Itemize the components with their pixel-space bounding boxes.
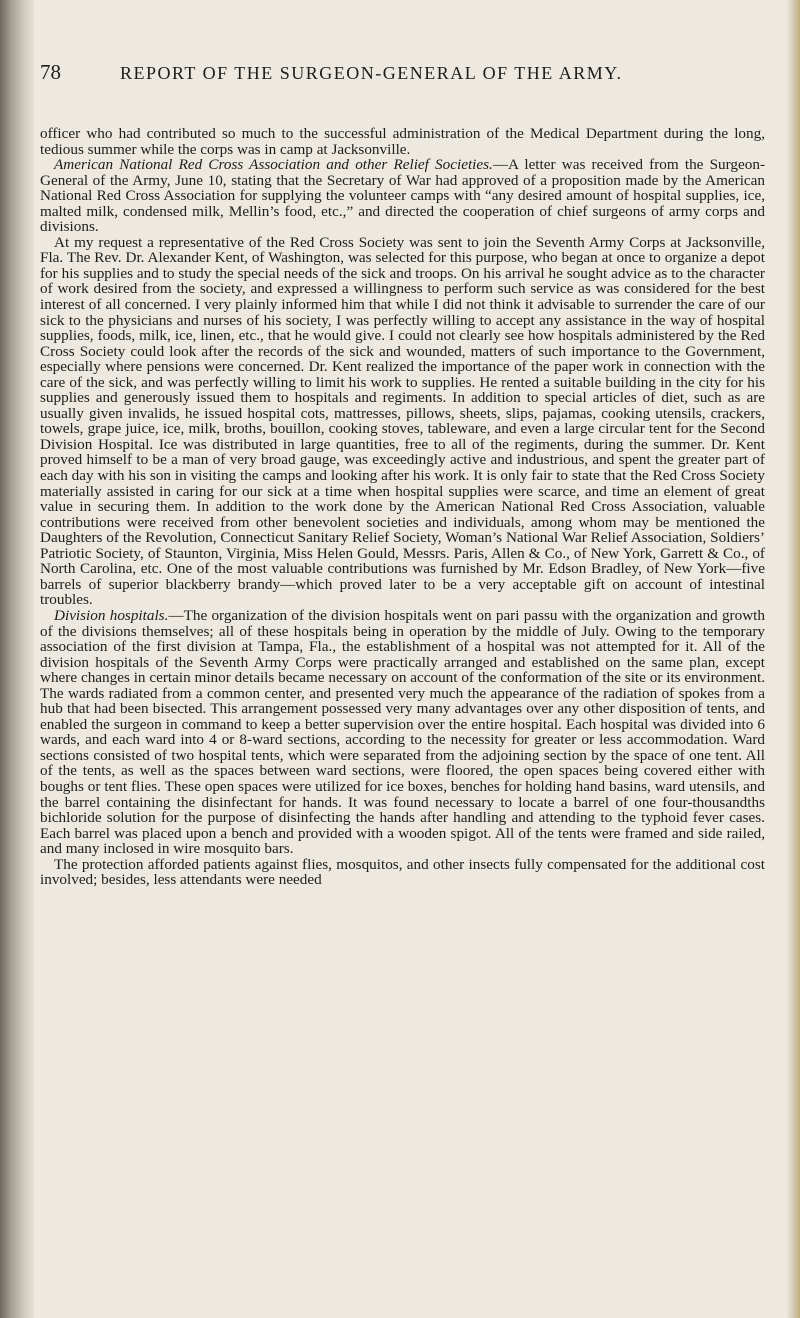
paragraph-text: —A letter was received from the Surgeon-General of the Army, June 10, stating that the Secretary of War had approved of a proposition made by the American National Red Cross Association for supplying the volunteer camps with “any desired amount of hospital supplies, ice, malted milk, condensed milk, Mellin’s food, etc.,” and directed the cooperation of chief surgeons of army corps and divisions.	[40, 156, 766, 236]
paragraph-text: The protection afforded patients against flies, mosquitos, and other insects fully compensated for the additional cost involved; besides, less attendants were needed	[40, 855, 765, 889]
paragraph	[40, 126, 765, 157]
section-heading: Division hospitals.	[54, 606, 169, 624]
paragraph	[40, 235, 765, 608]
section-heading: American National Red Cross Association and other Relief Societies.	[54, 156, 493, 174]
running-head: REPORT OF THE SURGEON-GENERAL OF THE ARMY.	[120, 63, 623, 83]
paragraph	[40, 608, 765, 857]
paragraph-text: —The organization of the division hospitals went on pari passu with the organization and growth of the divisions themselves; all of these hospitals being in operation by the middle of July. Owing to the temporary association of the first division at Tampa, Fla., the establishment of a hospital was not attempted for it. All of the division hospitals of the Seventh Army Corps were practically arranged and established on the same plan, except where changes in certain minor details became necessary on account of the conformation of the site or its environment. The wards radiated from a common center, and presented very much the appearance of the radiation of spokes from a hub that had been bisected. This arrangement possessed very many advantages over any other disposition of tents, and enabled the surgeon in command to keep a better supervision over the entire hospital. Each hospital was divided into 6 wards, and each ward into 4 or 8-ward sections, according to the necessity for greater or less accommodation. Ward sections consisted of two hospital tents, which were separated from the adjoining section by the space of one tent. All of the tents, as well as the spaces between ward sections, were floored, the open spaces being covered either with boughs or tent flies. These open spaces were utilized for ice boxes, benches for holding hand basins, ward utensils, and the barrel containing the disinfectant for hands. It was found necessary to locate a barrel of one four-thousandths bichloride solution for the purpose of disinfecting the hands after handling and attending to the typhoid fever cases. Each barrel was placed upon a bench and provided with a wooden spigot. All of the tents were framed and side railed, and many inclosed in wire mosquito bars.	[40, 606, 765, 858]
paragraph-text: officer who had contributed so much to the successful administration of the Medical Department during the long, tedious summer while the corps was in camp at Jacksonville.	[40, 125, 765, 158]
page-edge	[786, 0, 800, 1318]
document-page	[40, 60, 765, 1300]
paragraph	[40, 857, 765, 888]
body-text	[40, 126, 765, 888]
book-binding-shadow	[0, 0, 34, 1318]
page-header	[40, 60, 765, 90]
page-number: 78	[40, 60, 61, 84]
paragraph	[40, 157, 765, 235]
paragraph-text: At my request a representative of the Red Cross Society was sent to join the Seventh Army Corps at Jacksonville, Fla. The Rev. Dr. Alexander Kent, of Washington, was selected for this purpose, who began at once to organize a depot for his supplies and to study the special needs of the sick and troops. On his arrival he sought advice as to the character of work desired from the society, and expressed a willingness to perform such service as was considered for the best interest of all concerned. I very plainly informed him that while I did not think it advisable to surrender the care of our sick to the physicians and nurses of his society, I was perfectly willing to accept any assistance in the way of hospital supplies, foods, milk, ice, linen, etc., that he would give. I could not clearly see how hospitals administered by the Red Cross Society could look after the records of the sick and wounded, matters of such importance to the Government, especially where pensions were concerned. Dr. Kent realized the importance of the paper work in connection with the care of the sick, and was perfectly willing to limit his work to supplies. He rented a suitable building in the city for his supplies and generously issued them to hospitals and regiments. In addition to special articles of diet, such as are usually given invalids, he issued hospital cots, mattresses, pillows, sheets, slips, pajamas, cooking utensils, crackers, towels, grape juice, ice, milk, broths, bouillon, cooking stoves, tableware, and even a large circular tent for the Second Division Hospital. Ice was distributed in large quantities, free to all of the regiments, during the summer. Dr. Kent proved himself to be a man of very broad gauge, was exceedingly active and industrious, and spent the greater part of each day with his son in visiting the camps and looking after his work. It is only fair to state that the Red Cross Society materially assisted in caring for our sick at a time when hospital supplies were scarce, and time an element of great value in securing them. In addition to the work done by the American National Red Cross Association, valuable contributions were received from other benevolent societies and individuals, among whom may be mentioned the Daughters of the Revolution, Connecticut Sanitary Relief Society, Woman’s National War Relief Association, Soldiers’ Patriotic Society, of Staunton, Virginia, Miss Helen Gould, Messrs. Paris, Allen & Co., of New York, Garrett & Co., of North Carolina, etc. One of the most valuable contributions was furnished by Mr. Edson Bradley, of New York—five barrels of superior blackberry brandy—which proved later to be a very acceptable gift on account of intestinal troubles.	[40, 233, 765, 609]
